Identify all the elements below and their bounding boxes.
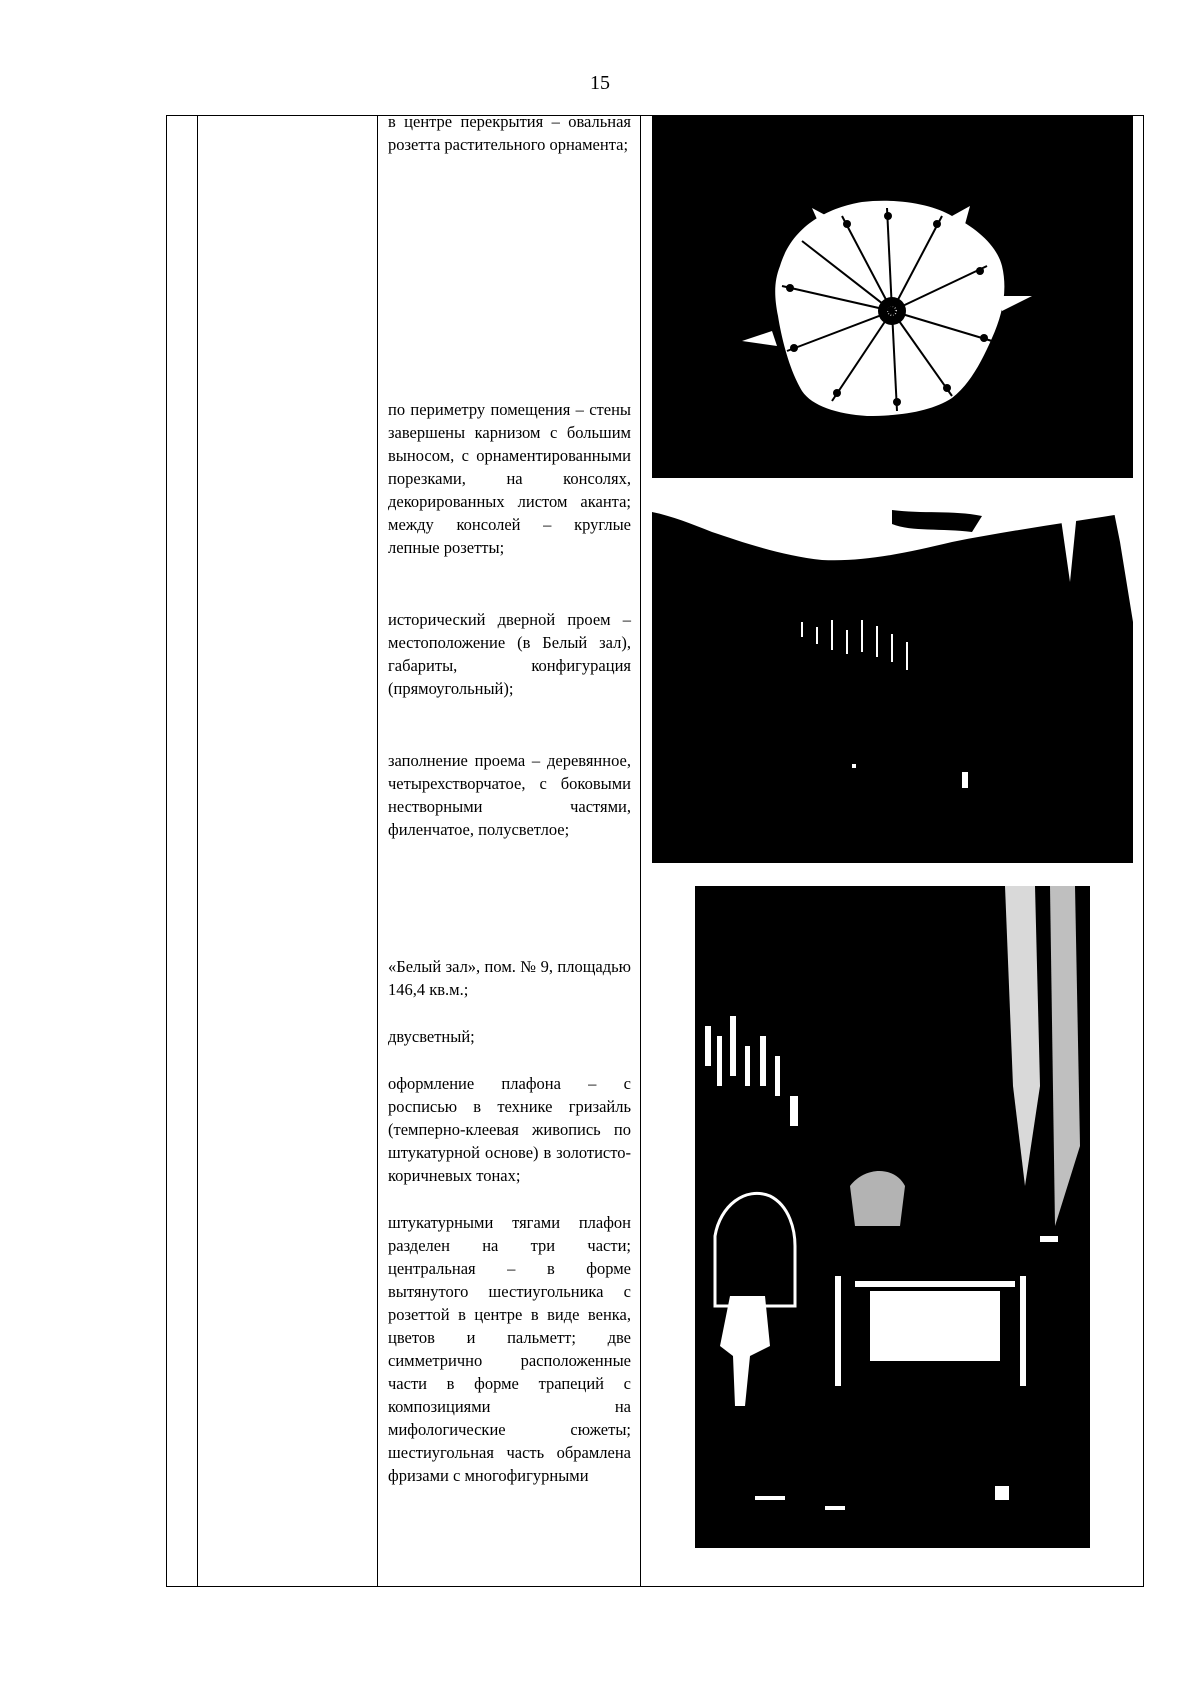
description-paragraph: по периметру помещения – стены завершены карнизом с большим выносом, с орнаментированными порезками, на консолях, декорированных листом аканта; между консолей – круглые лепные розетты; <box>388 400 631 557</box>
cornice-chandelier-photo <box>652 502 1133 863</box>
description-paragraph: штукатурными тягами плафон разделен на три части; центральная – в форме вытянутого шестиугольника с розеттой в центре в виде венка, цветов и пальметт; две симметрично расположенные части в форме трапеций с композициями на мифологические сюжеты; шестиугольная часть обрамлена фризами с многофигурными <box>388 1213 631 1485</box>
white-hall-photo <box>695 886 1090 1548</box>
description-paragraph: оформление плафона – с росписью в технике гризайль (темперно-клеевая живопись по штукатурной основе) в золотисто-коричневых тонах; <box>388 1074 631 1185</box>
column-divider <box>197 116 198 1586</box>
description-paragraph: исторический дверной проем – местоположение (в Белый зал), габариты, конфигурация (прямоугольный); <box>388 610 631 698</box>
document-table <box>166 112 1144 1587</box>
description-paragraph: в центре перекрытия – овальная розетта растительного орнамента; <box>388 112 631 154</box>
ceiling-rosette-photo <box>652 116 1133 478</box>
description-paragraph: заполнение проема – деревянное, четырехстворчатое, с боковыми нестворными частями, филенчатое, полусветлое; <box>388 751 631 839</box>
description-paragraph: двусветный; <box>388 1027 475 1046</box>
description-paragraph: «Белый зал», пом. № 9, площадью 146,4 кв.м.; <box>388 957 631 999</box>
column-divider <box>640 116 641 1586</box>
column-divider <box>377 116 378 1586</box>
page-number: 15 <box>590 72 610 94</box>
